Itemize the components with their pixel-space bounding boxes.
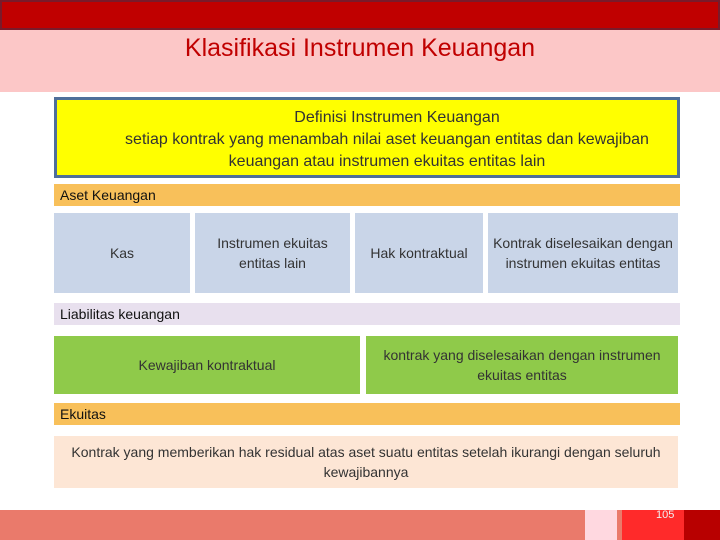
- definition-title: Definisi Instrumen Keuangan: [294, 109, 500, 126]
- aset-item-instrumen-ekuitas: Instrumen ekuitas entitas lain: [195, 213, 350, 293]
- liabilitas-item-kewajiban-kontraktual: Kewajiban kontraktual: [54, 336, 360, 394]
- footer-dark-block: [684, 510, 720, 540]
- aset-item-kas: Kas: [54, 213, 190, 293]
- top-bar: [0, 0, 720, 30]
- footer-light-block: [585, 510, 617, 540]
- definition-text: setiap kontrak yang menambah nilai aset keuangan entitas dan kewajiban keuangan atau instrumen ekuitas entitas lain: [125, 131, 649, 170]
- page-number: 105: [656, 509, 675, 521]
- ekuitas-definition: Kontrak yang memberikan hak residual atas aset suatu entitas setelah ikurangi dengan seluruh kewajibannya: [54, 436, 678, 488]
- liabilitas-item-kontrak-diselesaikan: kontrak yang diselesaikan dengan instrumen ekuitas entitas: [366, 336, 678, 394]
- aset-keuangan-header: Aset Keuangan: [54, 184, 680, 206]
- footer-red-block: [622, 510, 684, 540]
- slide-title: Klasifikasi Instrumen Keuangan: [184, 34, 536, 62]
- aset-item-hak-kontraktual: Hak kontraktual: [355, 213, 483, 293]
- aset-item-kontrak-diselesaikan: Kontrak diselesaikan dengan instrumen ekuitas entitas: [488, 213, 678, 293]
- ekuitas-header: Ekuitas: [54, 403, 680, 425]
- definition-box: [54, 97, 680, 178]
- liabilitas-keuangan-header: Liabilitas keuangan: [54, 303, 680, 325]
